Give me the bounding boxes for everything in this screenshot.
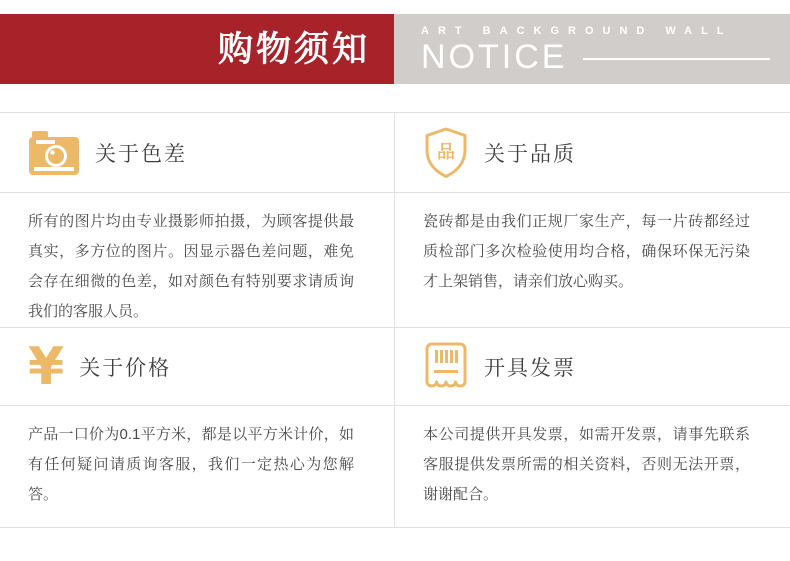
- section-title-color-difference: [0, 113, 395, 193]
- header-gray-block: [394, 14, 790, 84]
- page-title: 购物须知: [217, 29, 370, 69]
- header-red-block: [0, 14, 394, 84]
- header-subtitle: ART BACKGROUND WALL: [421, 25, 733, 37]
- section-title-label: 关于价格: [79, 356, 172, 380]
- yuan-icon: [28, 336, 65, 397]
- yuan-glyph: ¥: [28, 336, 65, 397]
- notice-label: NOTICE: [421, 38, 568, 76]
- invoice-icon: [423, 341, 469, 393]
- decorative-line: [583, 58, 770, 60]
- section-title-price: [0, 328, 395, 406]
- section-body-quality: 瓷砖都是由我们正规厂家生产，每一片砖都经过质检部门多次检验使用均合格，确保环保无污染才上架销售，请亲们放心购买。: [395, 193, 790, 328]
- section-body-invoice: 本公司提供开具发票，如需开发票，请事先联系客服提供发票所需的相关资料，否则无法开票，谢谢配合。: [395, 406, 790, 528]
- section-body-color-difference: 所有的图片均由专业摄影师拍摄，为顾客提供最真实，多方位的图片。因显示器色差问题，难免会存在细微的色差，如对颜色有特别要求请质询我们的客服人员。: [0, 193, 395, 328]
- shield-glyph: 品: [437, 141, 455, 162]
- section-title-quality: [395, 113, 790, 193]
- camera-icon: [28, 130, 80, 176]
- notice-row: [421, 37, 790, 77]
- section-title-invoice: [395, 328, 790, 406]
- section-body-price: 产品一口价为0.1平方米，都是以平方米计价，如有任何疑问请质询客服，我们一定热心为您解答。: [0, 406, 395, 528]
- section-title-label: 关于色差: [95, 142, 187, 166]
- shield-icon: [423, 127, 469, 179]
- section-title-label: 开具发票: [484, 356, 576, 380]
- notice-grid: [0, 112, 790, 528]
- header-banner: [0, 14, 790, 84]
- section-title-label: 关于品质: [484, 142, 576, 166]
